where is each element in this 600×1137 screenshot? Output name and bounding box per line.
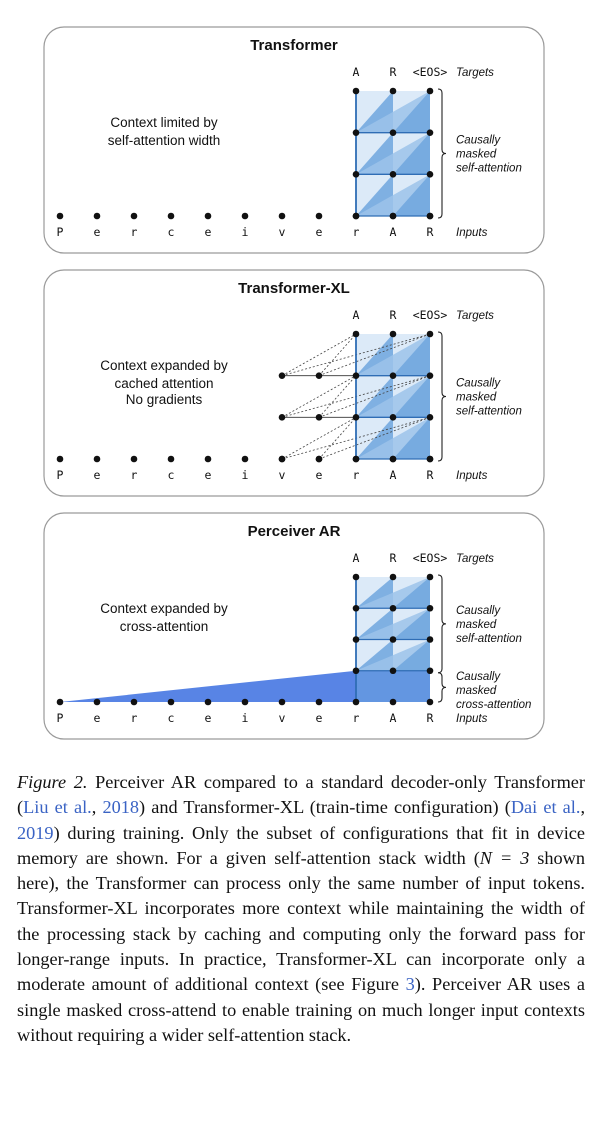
input-token: i: [241, 468, 249, 482]
target-token: R: [389, 65, 397, 79]
input-dot: [279, 213, 286, 220]
input-token: e: [93, 468, 101, 482]
hidden-dot: [353, 605, 360, 612]
caption-math-n: N = 3: [479, 847, 530, 868]
panel-transformer-xl: [44, 270, 544, 496]
input-token: e: [93, 711, 101, 725]
targets-label: Targets: [456, 553, 494, 565]
input-token: c: [167, 468, 175, 482]
cross-attention-latents: [356, 671, 430, 702]
hidden-dot: [353, 129, 360, 136]
cross-attention-label-line: cross-attention: [456, 698, 532, 711]
target-token: <EOS>: [412, 308, 448, 322]
self-attention-label-line: Causally: [456, 377, 501, 390]
caption-text-4: shown here), the Transformer can process only the same number of input tokens. Transformer-XL incorporates more context while maintaining the width of the processing stack by caching and computing only the forward pass for longer-range inputs. In practice, Transformer-XL can incorporate only a moderate amount of additional context (see Figure: [17, 847, 586, 995]
context-text: Context limited by: [110, 115, 218, 130]
panel-perceiver-ar: [44, 513, 544, 739]
input-dot: [316, 699, 323, 706]
context-text: Context expanded by: [100, 601, 228, 616]
inputs-label: Inputs: [456, 470, 488, 482]
hidden-dot: [353, 414, 360, 421]
input-dot: [94, 213, 101, 220]
target-token: A: [352, 551, 360, 565]
self-attention-label-line: Causally: [456, 134, 501, 147]
hidden-dot: [427, 414, 434, 421]
input-dot: [94, 699, 101, 706]
self-attention-label-line: Causally: [456, 604, 501, 617]
input-token: i: [241, 225, 249, 239]
target-dot: [353, 574, 360, 581]
hidden-dot: [353, 171, 360, 178]
input-dot: [131, 699, 138, 706]
hidden-dot: [390, 667, 397, 674]
hidden-dot: [390, 605, 397, 612]
caption-figure-label: Figure 2.: [17, 772, 88, 792]
caption-text-2: ) and Transformer-XL (train-time configuration) (: [139, 797, 511, 818]
input-dot: [279, 456, 286, 463]
hidden-dot: [353, 636, 360, 643]
context-text: cross-attention: [119, 619, 209, 634]
citation-liu-sep: ,: [91, 797, 103, 818]
input-token: A: [389, 225, 397, 239]
input-dot: [427, 213, 434, 220]
citation-dai-author[interactable]: Dai et al.: [510, 797, 581, 818]
input-dot: [205, 213, 212, 220]
cross-attention-label-line: Causally: [456, 670, 501, 683]
input-token: R: [426, 468, 434, 482]
input-dot: [316, 213, 323, 220]
target-token: A: [352, 308, 360, 322]
input-token: e: [315, 468, 323, 482]
target-dot: [390, 574, 397, 581]
input-token: r: [352, 711, 360, 725]
context-text: self-attention width: [107, 133, 221, 148]
input-token: r: [130, 711, 138, 725]
input-token: r: [130, 468, 138, 482]
self-attention-label-line: self-attention: [456, 405, 522, 418]
input-token: e: [315, 225, 323, 239]
input-token: r: [130, 225, 138, 239]
input-token: c: [167, 711, 175, 725]
target-token: A: [352, 65, 360, 79]
target-dot: [427, 331, 434, 338]
input-dot: [353, 456, 360, 463]
caption-text-5: ). Perceiver AR uses a single masked cross-attend to enable training on much longer input contexts without requiring a wider self-attention stack.: [17, 974, 585, 1045]
input-token: P: [56, 711, 64, 725]
input-dot: [390, 213, 397, 220]
input-token: e: [204, 468, 212, 482]
citation-liu-year[interactable]: 2018: [102, 797, 139, 818]
input-dot: [242, 699, 249, 706]
self-attention-label-line: self-attention: [456, 162, 522, 175]
input-dot: [168, 456, 175, 463]
input-token: A: [389, 468, 397, 482]
input-dot: [57, 456, 64, 463]
cross-attention-label-line: masked: [456, 684, 497, 697]
citation-liu-author[interactable]: Liu et al.: [23, 797, 92, 818]
input-dot: [390, 699, 397, 706]
input-dot: [94, 456, 101, 463]
caption-text-3: ) during training. Only the subset of configurations that fit in device memory are shown. For a given self-attention stack width (: [17, 822, 585, 868]
inputs-label: Inputs: [456, 227, 488, 239]
input-token: e: [204, 711, 212, 725]
context-text: cached attention: [114, 376, 214, 391]
input-token: R: [426, 225, 434, 239]
input-token: e: [204, 225, 212, 239]
input-dot: [205, 699, 212, 706]
input-token: c: [167, 225, 175, 239]
input-token: v: [278, 711, 286, 725]
input-token: R: [426, 711, 434, 725]
input-dot: [131, 456, 138, 463]
panel-title: Transformer-XL: [238, 280, 350, 297]
hidden-dot: [353, 667, 360, 674]
input-token: P: [56, 225, 64, 239]
input-token: r: [352, 225, 360, 239]
input-token: P: [56, 468, 64, 482]
target-token: R: [389, 551, 397, 565]
cached-token-dot: [316, 414, 323, 421]
no-gradients-note: No gradients: [125, 392, 203, 407]
input-dot: [57, 699, 64, 706]
input-dot: [168, 699, 175, 706]
input-token: i: [241, 711, 249, 725]
caption-text-1: Perceiver AR compared to a standard decoder-only Transformer (: [17, 772, 585, 818]
target-dot: [427, 88, 434, 95]
input-token: e: [93, 225, 101, 239]
panel-transformer: [44, 27, 544, 253]
target-token: <EOS>: [412, 551, 448, 565]
citation-dai-sep: ,: [580, 797, 586, 818]
input-dot: [427, 699, 434, 706]
hidden-dot: [427, 605, 434, 612]
target-token: R: [389, 308, 397, 322]
input-dot: [205, 456, 212, 463]
target-dot: [390, 88, 397, 95]
inputs-label: Inputs: [456, 713, 488, 725]
input-dot: [316, 456, 323, 463]
hidden-dot: [390, 171, 397, 178]
input-dot: [427, 456, 434, 463]
self-attention-label-line: masked: [456, 148, 497, 161]
cached-token-dot: [279, 414, 286, 421]
hidden-dot: [390, 129, 397, 136]
input-dot: [242, 213, 249, 220]
figure-caption: [17, 770, 585, 1048]
target-dot: [353, 331, 360, 338]
self-attention-label-line: self-attention: [456, 632, 522, 645]
hidden-dot: [390, 372, 397, 379]
target-dot: [353, 88, 360, 95]
context-text: Context expanded by: [100, 358, 228, 373]
input-dot: [131, 213, 138, 220]
target-dot: [390, 331, 397, 338]
input-dot: [390, 456, 397, 463]
citation-dai-year[interactable]: 2019: [17, 822, 54, 843]
hidden-dot: [390, 636, 397, 643]
hidden-dot: [427, 372, 434, 379]
input-dot: [57, 213, 64, 220]
hidden-dot: [427, 667, 434, 674]
target-token: <EOS>: [412, 65, 448, 79]
input-token: r: [352, 468, 360, 482]
cached-token-dot: [279, 372, 286, 379]
input-dot: [353, 213, 360, 220]
input-dot: [279, 699, 286, 706]
input-dot: [168, 213, 175, 220]
input-token: v: [278, 225, 286, 239]
panel-title: Transformer: [250, 37, 338, 54]
hidden-dot: [427, 171, 434, 178]
cached-token-dot: [316, 372, 323, 379]
input-dot: [353, 699, 360, 706]
input-dot: [242, 456, 249, 463]
input-token: v: [278, 468, 286, 482]
hidden-dot: [427, 636, 434, 643]
self-attention-label-line: masked: [456, 618, 497, 631]
self-attention-label-line: masked: [456, 391, 497, 404]
targets-label: Targets: [456, 67, 494, 79]
panel-title: Perceiver AR: [247, 523, 341, 540]
target-dot: [427, 574, 434, 581]
hidden-dot: [390, 414, 397, 421]
input-token: A: [389, 711, 397, 725]
targets-label: Targets: [456, 310, 494, 322]
figure-3-link[interactable]: 3: [405, 974, 415, 995]
hidden-dot: [427, 129, 434, 136]
input-token: e: [315, 711, 323, 725]
hidden-dot: [353, 372, 360, 379]
